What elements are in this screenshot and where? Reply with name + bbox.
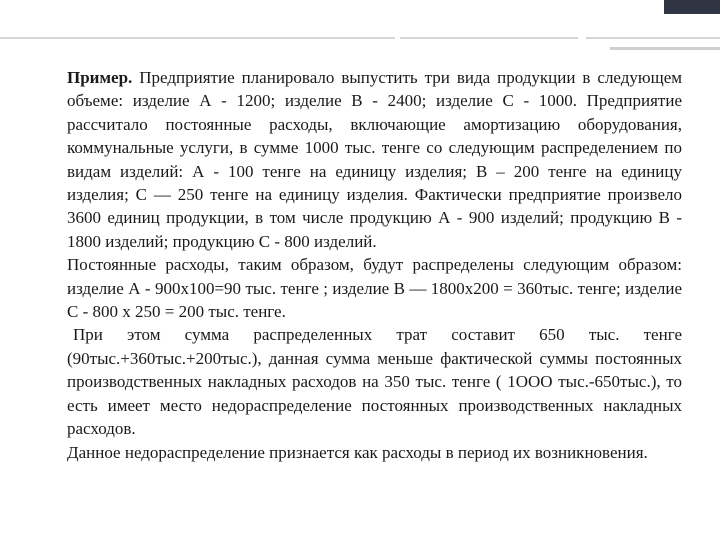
paragraph-conclusion: Данное недораспределение признается как расходы в период их возникновения.	[67, 442, 648, 462]
document-body	[67, 66, 682, 464]
paragraph-sum: При этом сумма распределенных трат составит 650 тыс. тенге (90тыс.+360тыс.+200тыс.), данная сумма меньше фактической суммы постоянных производственных накладных расходов на 350 тыс. тенге ( 1ООО тыс.-650тыс.), то есть имеет место недораспределение постоянных производственных накладных расходов.	[67, 325, 682, 439]
decorative-line	[400, 37, 578, 39]
top-bar	[0, 0, 720, 14]
paragraph-1-text: Предприятие планировало выпустить три вида продукции в следующем объеме: изделие А - 1200; изделие В - 2400; изделие С - 1000. Предприятие рассчитало постоянные расходы, включающие амортизацию оборудования, коммунальные услуги, в сумме 1000 тыс. тенге со следующим распределением по видам изделий: А - 100 тенге на единицу изделия; В – 200 тенге на единицу изделия; С — 250 тенге на единицу изделия. Фактически предприятие произвело 3600 единиц продукции, в том числе продукцию А - 900 изделий; продукцию В - 1800 изделий; продукцию С - 800 изделий.	[67, 68, 682, 251]
top-accent-block	[664, 0, 720, 14]
paragraph-example	[67, 66, 682, 253]
paragraph-distribution: Постоянные расходы, таким образом, будут распределены следующим образом: изделие А - 900х100=90 тыс. тенге ; изделие В — 1800х200 = 360тыс. тенге; изделие С - 800 х 250 = 200 тыс. тенге.	[67, 255, 682, 322]
decorative-line	[586, 37, 720, 39]
example-label: Пример.	[67, 68, 133, 87]
decorative-line	[0, 37, 395, 39]
decorative-line	[610, 47, 720, 50]
